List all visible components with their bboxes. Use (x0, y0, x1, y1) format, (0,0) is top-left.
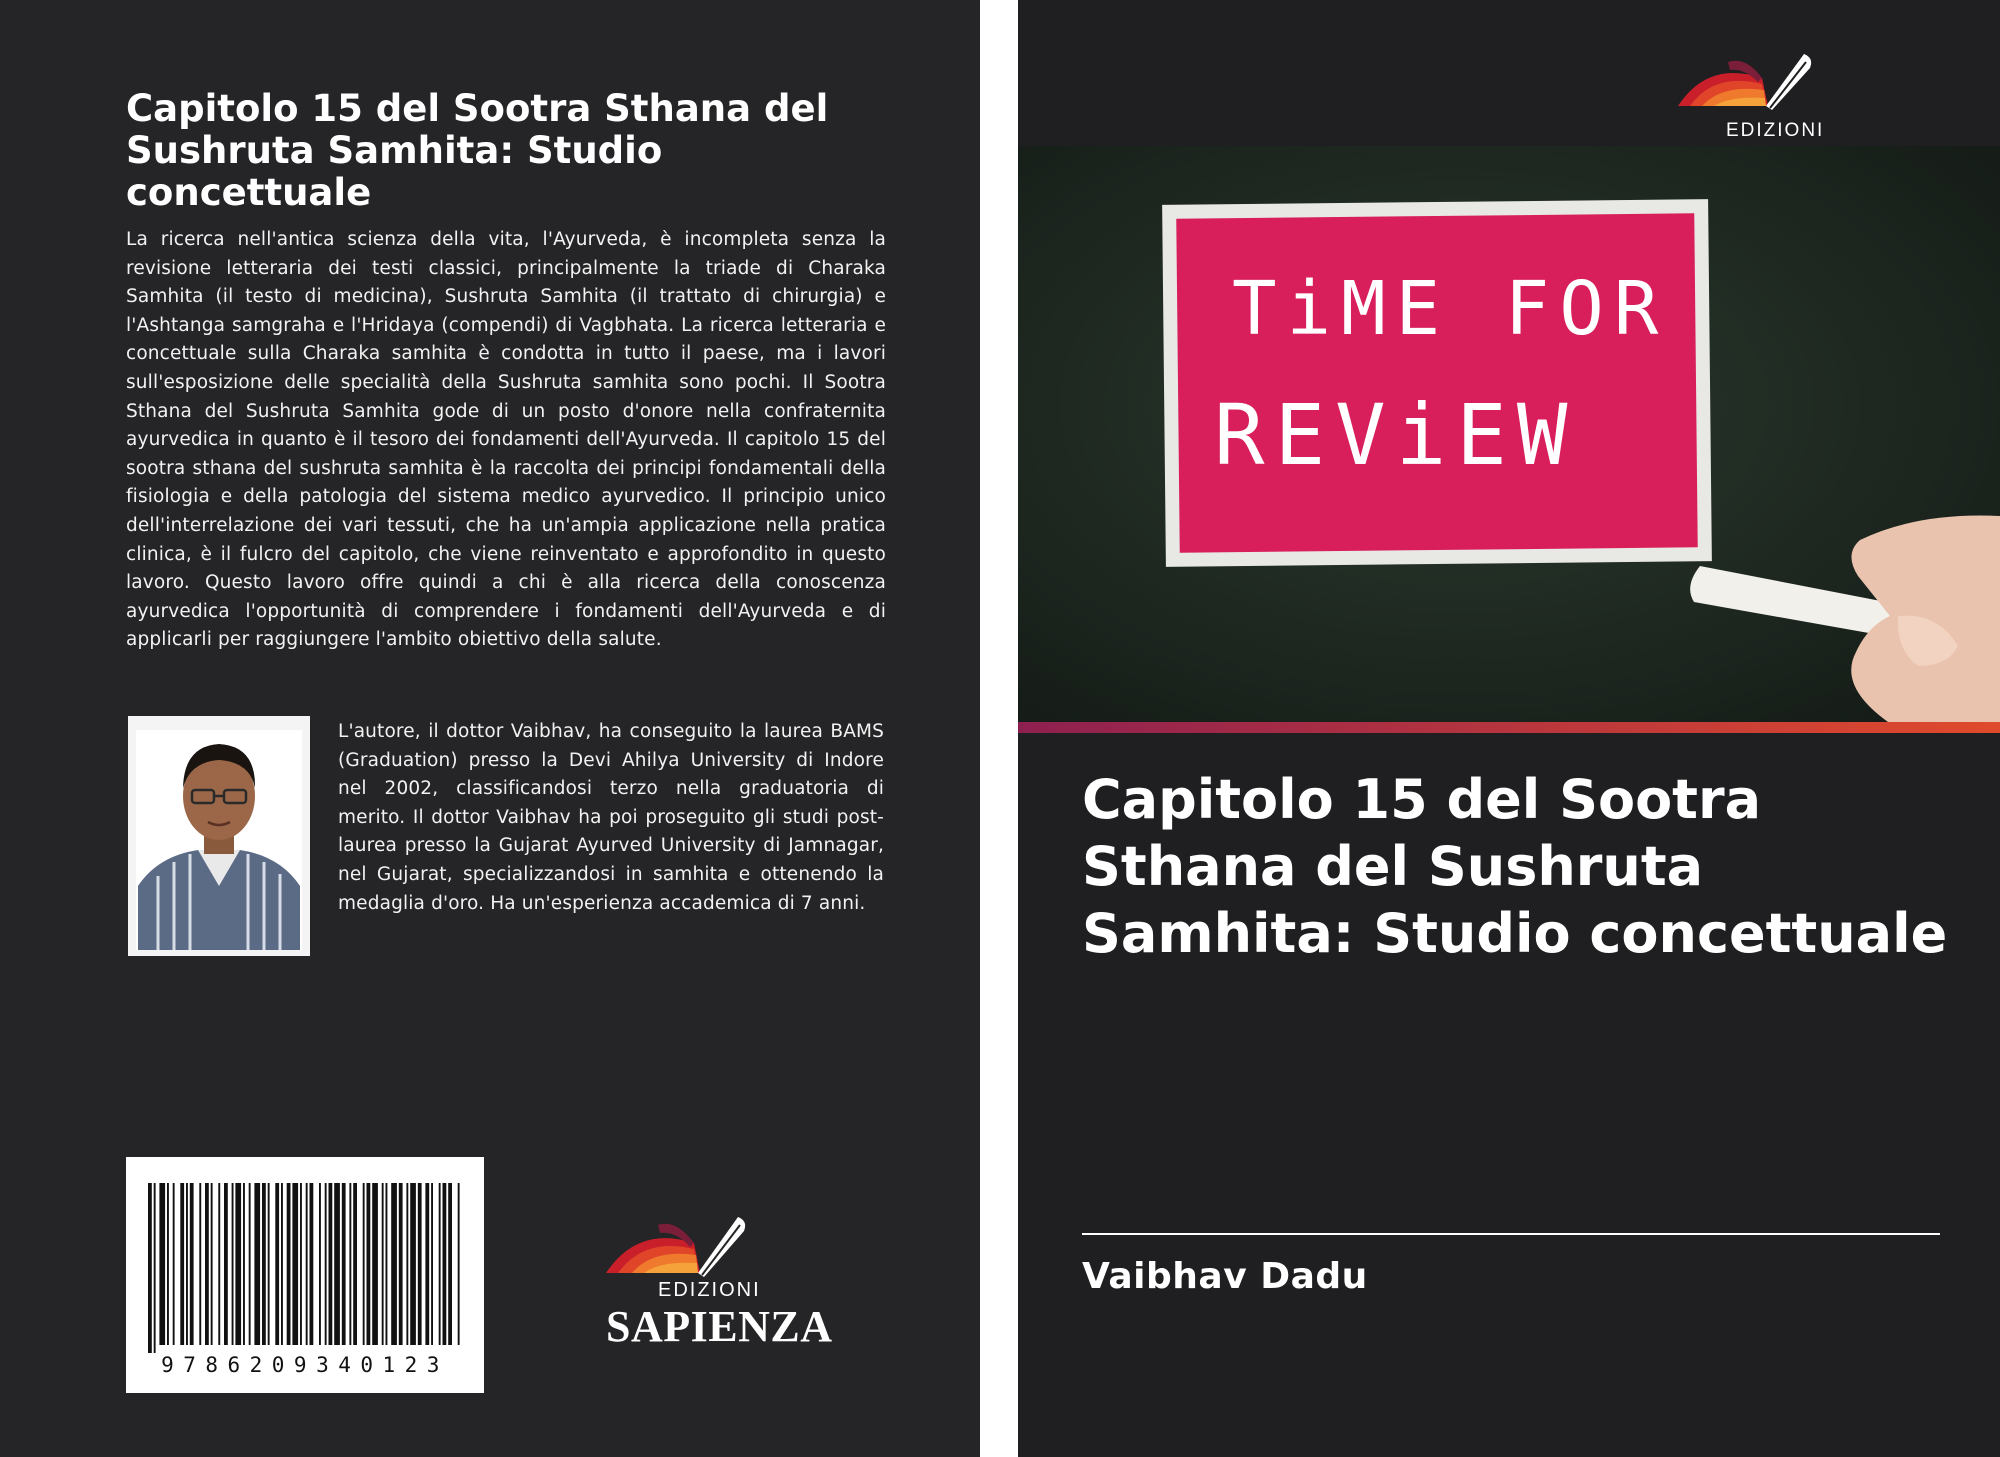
publisher-name-text: SAPIENZA (606, 1302, 833, 1351)
front-cover-title: Capitolo 15 del Sootra Sthana del Sushruta Samhita: Studio concettuale (1082, 768, 1948, 965)
back-cover-abstract: La ricerca nell'antica scienza della vita, l'Ayurveda, è incompleta senza la revisione letteraria dei testi classici, principalmente la triade di Charaka Samhita (il testo di medicina), Sushruta Samhita (il trattato di chirurgia) e l'Ashtanga samgraha e l'Hridaya (compendi) di Vagbhata. La ricerca letteraria e concettuale sulla Charaka samhita è condotta in tutto il paese, ma i lavori sull'esposizione delle specialità della Sushruta samhita sono pochi. Il Sootra Sthana del Sushruta Samhita gode di un posto d'onore nella confraternita ayurvedica in quanto è il tesoro dei fondamenti dell'Ayurveda. Il capitolo 15 del sootra sthana del sushruta samhita è la raccolta dei principi fondamentali della fisiologia e della patologia del sistema medico ayurvedico. Il principio unico dell'interrelazione dei vari tessuti, che ha un'ampia applicazione nella pratica clinica, è il fulcro del capitolo, che viene reinventato e approfondito in questo lavoro. Questo lavoro offre quindi a chi è alla ricerca della conoscenza ayurvedica l'opportunità di comprendere i fondamenti dell'Ayurveda e di applicarli per raggiungere l'ambito obiettivo della salute. (126, 229, 886, 651)
publisher-edizioni-text-front: EDIZIONI (1726, 120, 1825, 141)
barcode-bar (159, 1183, 165, 1345)
isbn-digits: 9786209340123 (161, 1353, 449, 1377)
spine (980, 0, 1018, 1457)
barcode-bar (329, 1183, 333, 1345)
barcode-bar (211, 1183, 213, 1345)
barcode-bar (425, 1183, 429, 1345)
front-cover (1018, 0, 2000, 1457)
publisher-logo-back (598, 1215, 833, 1355)
barcode-bar (410, 1183, 416, 1345)
barcode-bar (243, 1183, 245, 1345)
front-cover-author: Vaibhav Dadu (1082, 1256, 1368, 1297)
barcode-bar (224, 1183, 228, 1345)
front-divider (1082, 1233, 1940, 1235)
barcode-bar (281, 1183, 283, 1345)
barcode-bar (292, 1183, 298, 1345)
author-photo (128, 716, 310, 956)
barcode-bar (190, 1183, 194, 1345)
cover-accent-band (1018, 722, 2000, 733)
back-cover (0, 0, 980, 1457)
isbn-barcode (126, 1157, 484, 1393)
barcode-bar (363, 1183, 365, 1345)
barcode-bar (254, 1183, 260, 1345)
barcode-bar (275, 1183, 279, 1345)
barcode-bar (180, 1183, 184, 1345)
barcode-bar (235, 1183, 241, 1345)
barcode-bar (232, 1183, 234, 1345)
barcode-bar (386, 1183, 388, 1345)
sign-text-line-2: REViEW (1214, 386, 1578, 484)
barcode-bar (406, 1183, 408, 1345)
barcode-bar (306, 1183, 308, 1345)
barcode-bar (218, 1183, 220, 1345)
barcode-bar (262, 1183, 266, 1345)
barcode-bar (173, 1183, 175, 1345)
barcode-bar (418, 1183, 422, 1345)
barcode-bar (199, 1183, 201, 1345)
author-bio: L'autore, il dottor Vaibhav, ha conseguito la laurea BAMS (Graduation) presso la Devi Ahilya University di Indore nel 2002, classificandosi terzo nella graduatoria di merito. Il dottor Vaibhav ha poi proseguito gli studi post-laurea presso la Gujarat Ayurved University di Jamnagar, nel Gujarat, specializzandosi in samhita e ottenendo la medaglia d'oro. Ha un'esperienza accademica di 7 anni. (338, 721, 884, 914)
publisher-edizioni-text: EDIZIONI (658, 1279, 761, 1301)
barcode-bar (186, 1183, 188, 1345)
barcode-bar (205, 1183, 209, 1345)
barcode-bar (448, 1183, 452, 1345)
cover-photo-chalkboard (1018, 146, 2000, 722)
barcode-bar (431, 1183, 433, 1345)
barcode-bar (353, 1183, 357, 1345)
back-cover-title: Capitolo 15 del Sootra Sthana del Sushruta Samhita: Studio concettuale (126, 87, 829, 214)
barcode-bar (443, 1183, 447, 1345)
barcode-bar (399, 1183, 403, 1345)
barcode-bar (334, 1183, 340, 1345)
author-portrait-image (128, 716, 310, 956)
barcode-bar (458, 1183, 460, 1345)
barcode-bar (391, 1183, 397, 1345)
barcode-bars (126, 1157, 484, 1353)
barcode-bar (349, 1183, 351, 1345)
barcode-bar (372, 1183, 378, 1345)
barcode-bar (367, 1183, 371, 1345)
barcode-bar (342, 1183, 346, 1345)
barcode-bar (249, 1183, 251, 1345)
barcode-bar (287, 1183, 291, 1345)
barcode-bar (439, 1183, 441, 1345)
barcode-bar (310, 1183, 314, 1345)
barcode-bar (300, 1183, 302, 1345)
barcode-bar (325, 1183, 327, 1345)
barcode-bar (319, 1183, 321, 1345)
barcode-bar (268, 1183, 270, 1345)
barcode-bar (167, 1183, 169, 1345)
barcode-bar (148, 1183, 152, 1353)
sign-text-line-1: TiME FOR (1232, 266, 1669, 352)
barcode-bar (154, 1183, 156, 1353)
barcode-bar (382, 1183, 384, 1345)
